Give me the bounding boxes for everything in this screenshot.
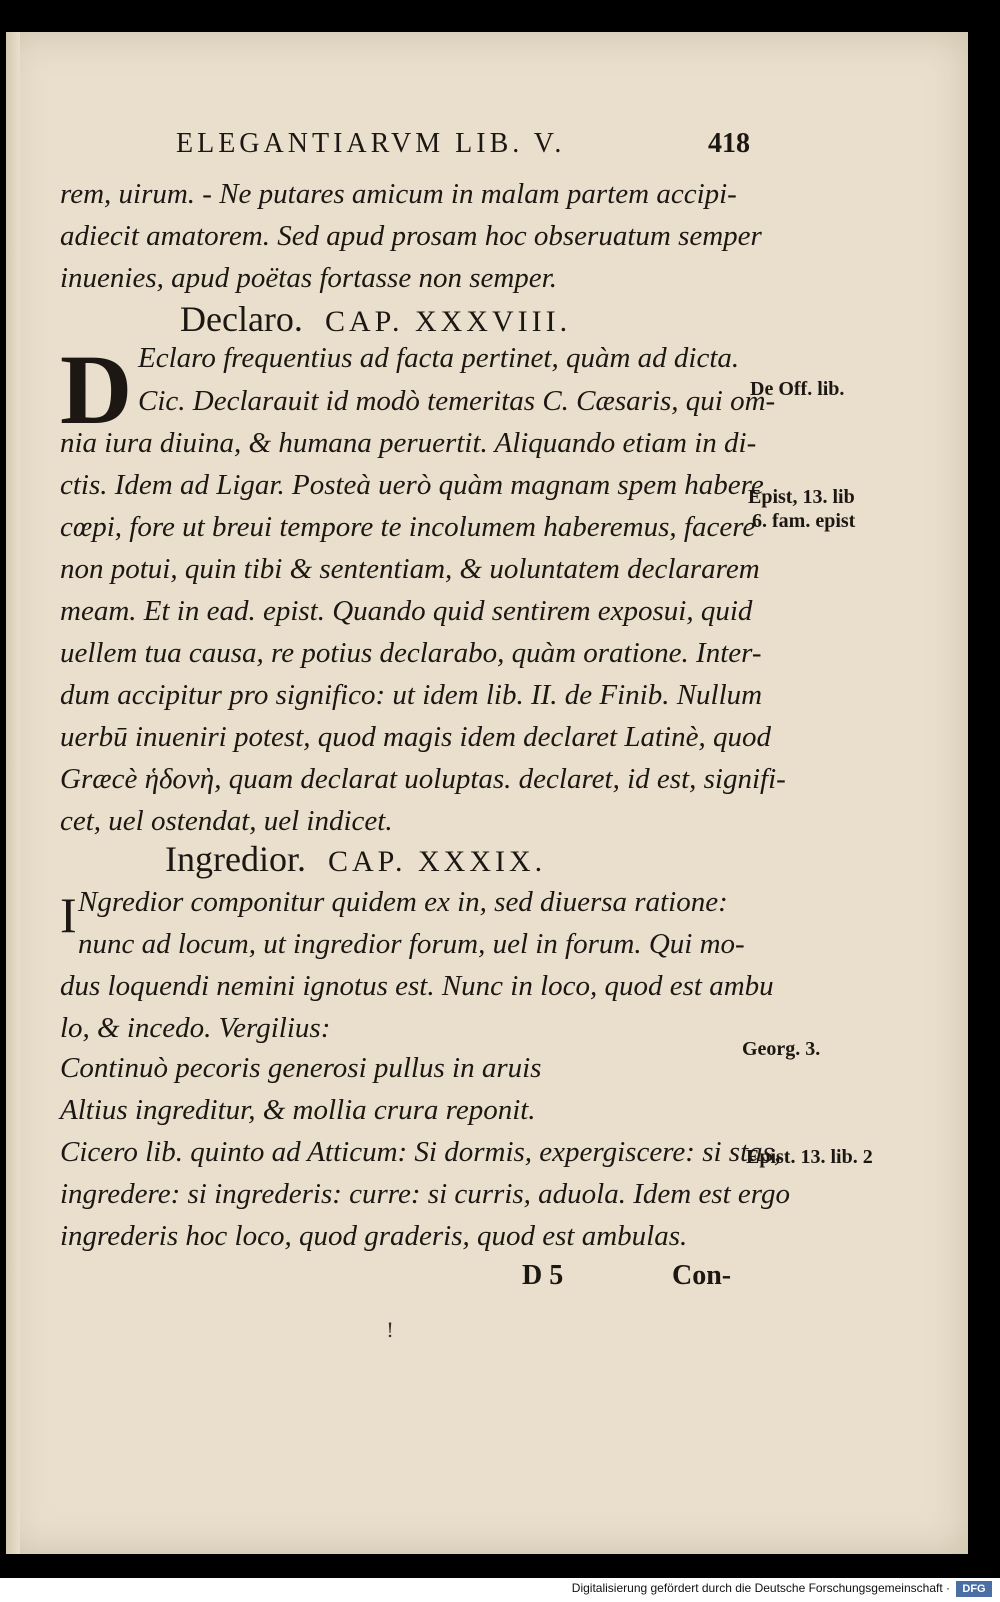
verse-line: Continuò pecoris generosi pullus in aruis bbox=[60, 1052, 542, 1084]
text-line: nia iura diuina, & humana peruertit. Aliquando etiam in di- bbox=[60, 427, 757, 459]
text-line: Cicero lib. quinto ad Atticum: Si dormis, expergiscere: si stas, bbox=[60, 1136, 782, 1168]
text-line: ingrederis hoc loco, quod graderis, quod est ambulas. bbox=[60, 1220, 688, 1252]
chapter-heading-39 bbox=[165, 838, 546, 880]
page-edge bbox=[6, 32, 20, 1554]
drop-capital: I bbox=[60, 887, 77, 943]
text-line: dus loquendi nemini ignotus est. Nunc in loco, quod est ambu bbox=[60, 970, 774, 1002]
margin-note: Georg. 3. bbox=[742, 1038, 821, 1060]
dfg-logo: DFG bbox=[956, 1581, 992, 1597]
text-line: cœpi, fore ut breui tempore te incolumem haberemus, facere bbox=[60, 511, 756, 543]
text-line: Eclaro frequentius ad facta pertinet, quàm ad dicta. bbox=[138, 342, 740, 374]
margin-note: 6. fam. epist bbox=[752, 510, 856, 532]
running-header: ELEGANTIARVM LIB. V. bbox=[176, 128, 566, 159]
text-line: dum accipitur pro significo: ut idem lib. II. de Finib. Nullum bbox=[60, 679, 763, 711]
chapter-heading-38 bbox=[180, 298, 571, 340]
chapter-number: CAP. XXXIX. bbox=[327, 845, 547, 878]
text-line: rem, uirum. - Ne putares amicum in malam partem accipi- bbox=[60, 178, 737, 210]
verse-line: Altius ingreditur, & mollia crura reponit. bbox=[60, 1094, 536, 1126]
chapter-number: CAP. XXXVIII. bbox=[324, 305, 572, 338]
text-line: Cic. Declarauit id modò temeritas C. Cæsaris, qui om- bbox=[138, 385, 776, 417]
text-line: cet, uel ostendat, uel indicet. bbox=[60, 805, 393, 837]
text-line: ctis. Idem ad Ligar. Posteà uerò quàm magnam spem habere bbox=[60, 469, 764, 501]
text-line: non potui, quin tibi & sententiam, & uoluntatem declararem bbox=[60, 553, 760, 585]
text-line: nunc ad locum, ut ingredior forum, uel in forum. Qui mo- bbox=[78, 928, 745, 960]
page-number: 418 bbox=[708, 128, 750, 159]
text-line: Ngredior componitur quidem ex in, sed diuersa ratione: bbox=[78, 886, 728, 918]
catchword: Con- bbox=[672, 1260, 732, 1291]
margin-note: Epist, 13. lib bbox=[748, 486, 855, 508]
margin-note: Epist. 13. lib. 2 bbox=[746, 1146, 873, 1168]
chapter-title: Declaro. bbox=[180, 299, 303, 339]
margin-note: De Off. lib. bbox=[750, 378, 845, 400]
text-line: uerbū inueniri potest, quod magis idem declaret Latinè, quod bbox=[60, 721, 771, 753]
text-line: meam. Et in ead. epist. Quando quid sentirem exposui, quid bbox=[60, 595, 753, 627]
chapter-title: Ingredior. bbox=[165, 839, 306, 879]
text-line: adiecit amatorem. Sed apud prosam hoc obseruatum semper bbox=[60, 220, 762, 252]
text-line: Græcè ἡδονὴ, quam declarat uoluptas. declaret, id est, signifi- bbox=[60, 763, 786, 795]
text-line: inuenies, apud poëtas fortasse non semper. bbox=[60, 262, 557, 294]
drop-capital: D bbox=[60, 334, 133, 445]
text-line: lo, & incedo. Vergilius: bbox=[60, 1012, 331, 1044]
signature-mark: D 5 bbox=[522, 1260, 564, 1291]
footer-credit: Digitalisierung gefördert durch die Deutsche Forschungsgemeinschaft · bbox=[571, 1581, 950, 1595]
stray-mark: ! bbox=[386, 1318, 395, 1342]
text-line: ingredere: si ingrederis: curre: si curris, aduola. Idem est ergo bbox=[60, 1178, 790, 1210]
text-line: uellem tua causa, re potius declarabo, quàm oratione. Inter- bbox=[60, 637, 762, 669]
